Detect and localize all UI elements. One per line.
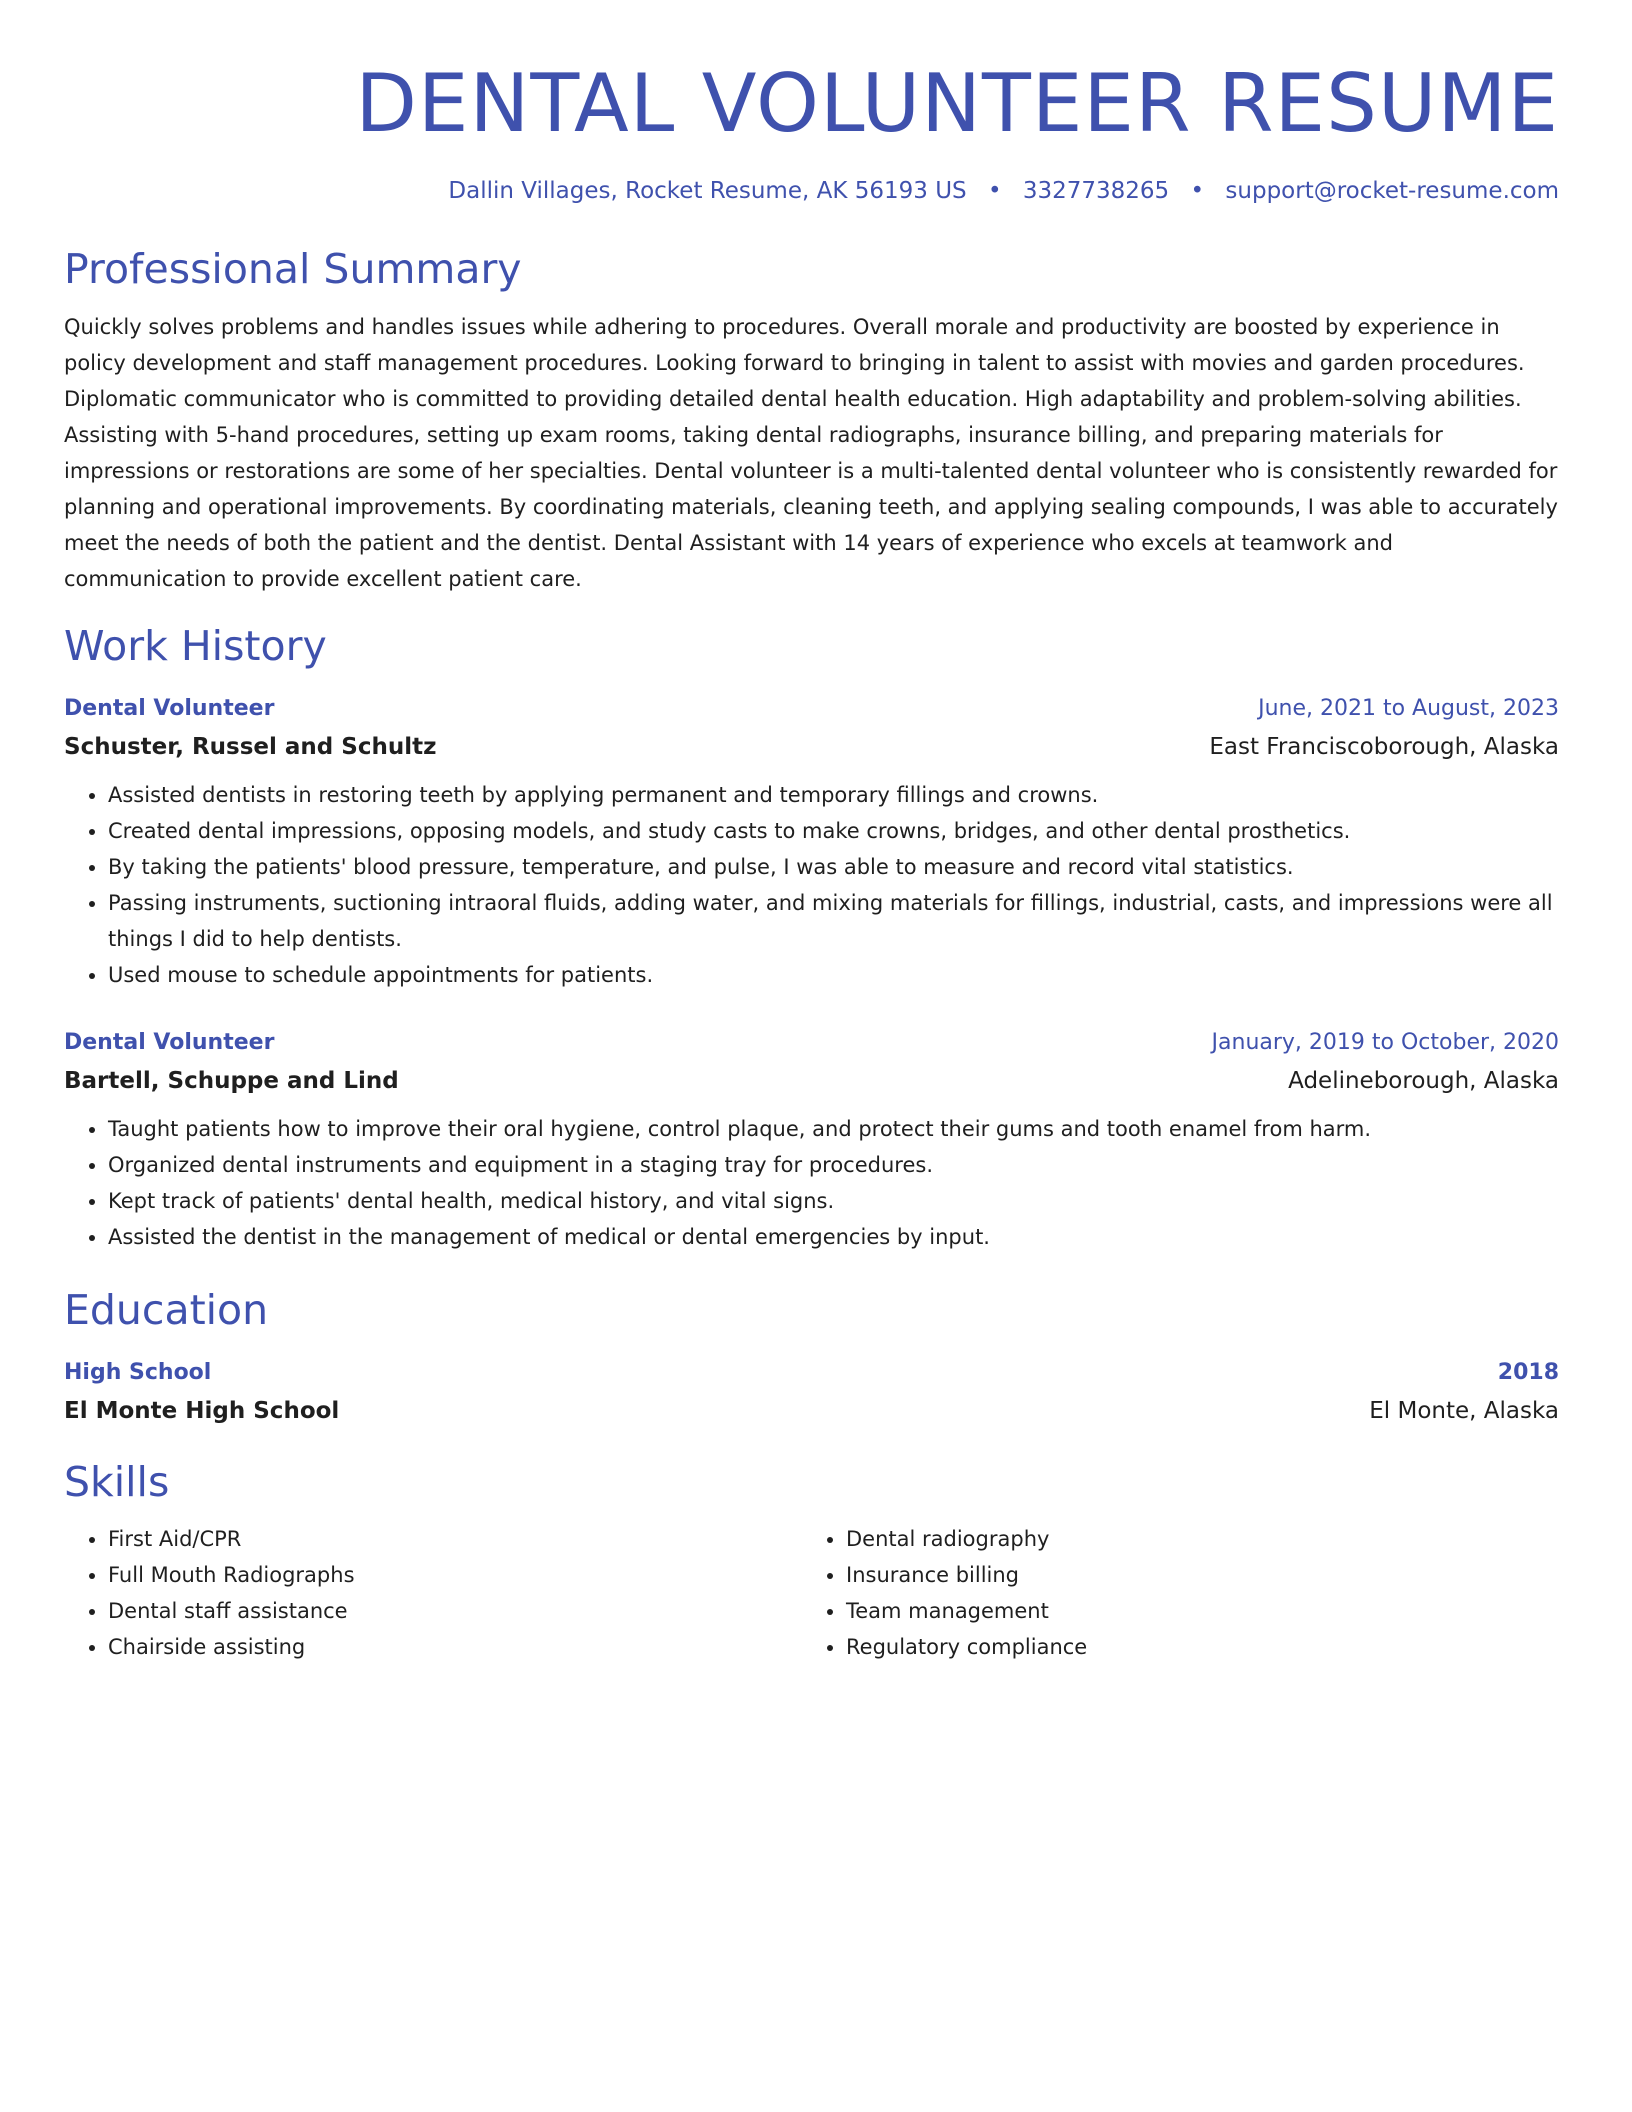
education-degree: High School [64, 1360, 212, 1385]
summary-heading: Professional Summary [64, 245, 522, 293]
education-year: 2018 [1497, 1360, 1559, 1385]
skill-item: • Dental staff assistance [108, 1593, 802, 1629]
education-heading: Education [64, 1286, 269, 1334]
skill-item: • Full Mouth Radiographs [108, 1557, 802, 1593]
job-entry [64, 1027, 1559, 1255]
job-duties [64, 777, 1559, 993]
skill-item: • Insurance billing [846, 1557, 1540, 1593]
job-duties [64, 1111, 1559, 1255]
education-school-row [64, 1395, 1559, 1427]
job-duty: • Assisted the dentist in the management of medical or dental emergencies by input. [108, 1219, 1559, 1255]
education-school: El Monte High School [64, 1398, 340, 1424]
skills-column-left [64, 1521, 802, 1665]
job-duty: • By taking the patients' blood pressure, temperature, and pulse, I was able to measure and record vital statistics. [108, 849, 1559, 885]
job-org [64, 731, 1559, 763]
job-duty: • Taught patients how to improve their oral hygiene, control plaque, and protect their gums and tooth enamel from harm. [108, 1111, 1559, 1147]
job-entry [64, 693, 1559, 993]
summary-text: Quickly solves problems and handles issues while adhering to procedures. Overall morale and productivity are boosted by experience in policy development and staff management procedures. Looking forward to bringing in talent to assist with movies and garden procedures. Diplomatic communicator who is committed to providing detailed dental health education. High adaptability and problem-solving abilities. Assisting with 5-hand procedures, setting up exam rooms, taking dental radiographs, insurance billing, and preparing materials for impressions or restorations are some of her specialties. Dental volunteer is a multi-talented dental volunteer who is consistently rewarded for planning and operational improvements. By coordinating materials, cleaning teeth, and applying sealing compounds, I was able to accurately meet the needs of both the patient and the dentist. Dental Assistant with 14 years of experience who excels at teamwork and communication to provide excellent patient care. [64, 315, 1558, 591]
skill-item: • First Aid/CPR [108, 1521, 802, 1557]
contact-separator: • [1190, 178, 1205, 204]
skills-column-right [802, 1521, 1540, 1665]
job-header [64, 1027, 1559, 1059]
job-location: Adelineborough, Alaska [1288, 1068, 1559, 1094]
skills-list [64, 1521, 1559, 1665]
job-company: Schuster, Russel and Schultz [64, 734, 437, 760]
job-role: Dental Volunteer [64, 696, 275, 721]
contact-separator: • [987, 178, 1002, 204]
skill-item: • Team management [846, 1593, 1540, 1629]
skills-heading: Skills [64, 1458, 170, 1506]
job-duty: • Created dental impressions, opposing models, and study casts to make crowns, bridges, and other dental prosthetics. [108, 813, 1559, 849]
job-header [64, 693, 1559, 725]
job-duty: • Organized dental instruments and equipment in a staging tray for procedures. [108, 1147, 1559, 1183]
skill-item: • Regulatory compliance [846, 1629, 1540, 1665]
phone: 3327738265 [1022, 178, 1170, 204]
skill-item: • Chairside assisting [108, 1629, 802, 1665]
resume-page [64, 0, 1559, 1665]
job-dates: June, 2021 to August, 2023 [1258, 696, 1559, 721]
job-duty: • Passing instruments, suctioning intraoral fluids, adding water, and mixing materials for fillings, industrial, casts, and impressions were all things I did to help dentists. [108, 885, 1559, 957]
job-location: East Franciscoborough, Alaska [1209, 734, 1559, 760]
resume-title: DENTAL VOLUNTEER RESUME [355, 57, 1559, 150]
job-company: Bartell, Schuppe and Lind [64, 1068, 399, 1094]
email: support@rocket-resume.com [1225, 178, 1559, 204]
job-role: Dental Volunteer [64, 1030, 275, 1055]
job-dates: January, 2019 to October, 2020 [1211, 1030, 1559, 1055]
work-history-heading: Work History [64, 622, 327, 670]
education-location: El Monte, Alaska [1369, 1398, 1559, 1424]
job-duty: • Assisted dentists in restoring teeth by applying permanent and temporary fillings and crowns. [108, 777, 1559, 813]
address: Dallin Villages, Rocket Resume, AK 56193 US [448, 178, 967, 204]
education-entry [64, 1357, 1559, 1427]
job-duty: • Used mouse to schedule appointments for patients. [108, 957, 1559, 993]
skill-item: • Dental radiography [846, 1521, 1540, 1557]
education-header [64, 1357, 1559, 1389]
contact-line [64, 176, 1559, 206]
job-duty: • Kept track of patients' dental health, medical history, and vital signs. [108, 1183, 1559, 1219]
job-org [64, 1065, 1559, 1097]
